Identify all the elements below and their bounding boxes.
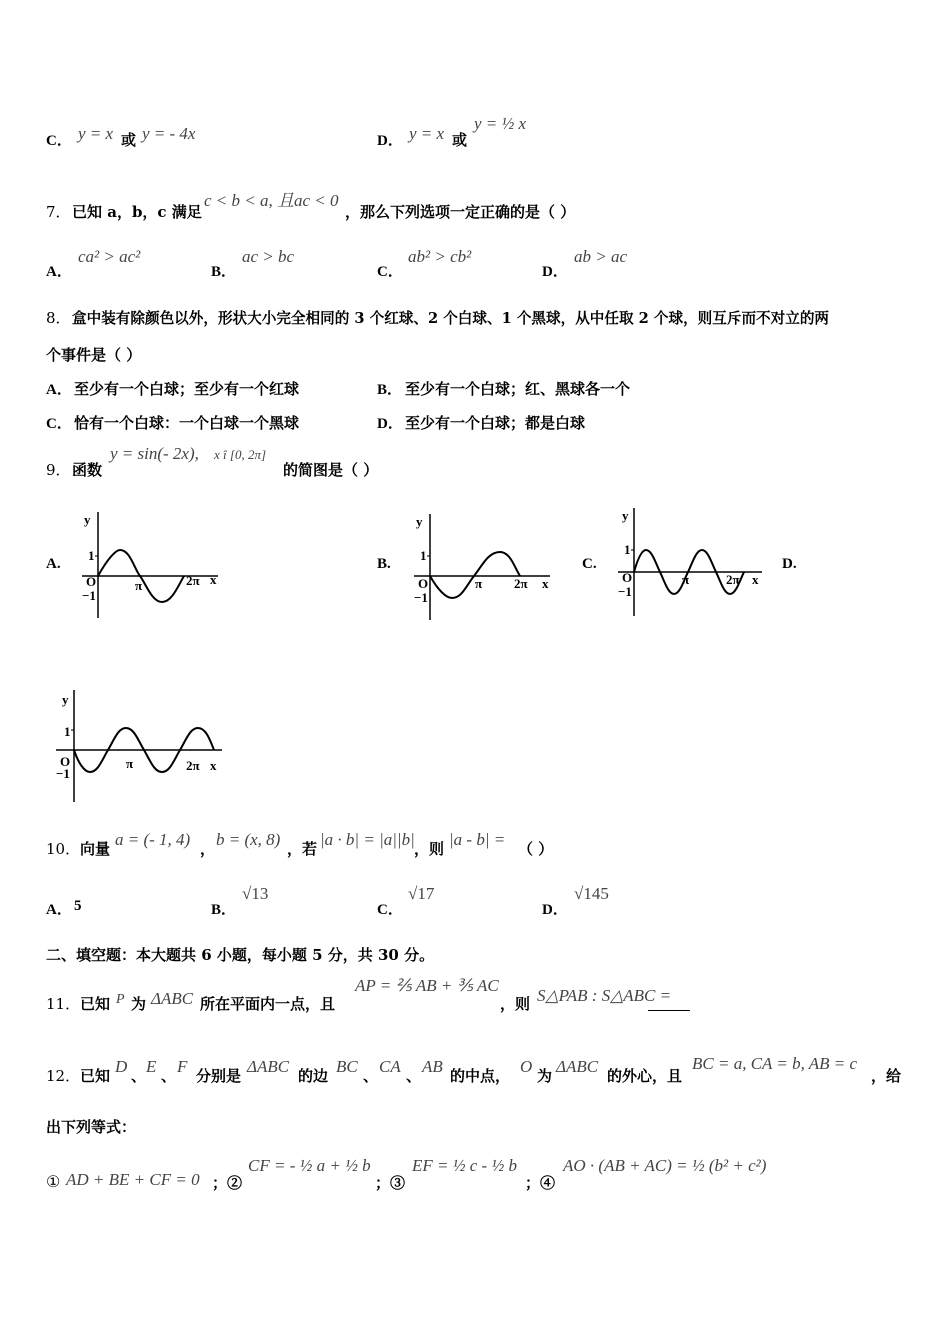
q11-equation: AP = ⅖ AB + ⅗ AC: [355, 976, 499, 995]
q11-stem-4: ，则: [500, 995, 531, 1013]
q12-stem-2: 分别是: [196, 1067, 242, 1085]
q8-option-c-label: C．: [46, 416, 72, 432]
q12-side-ca: CA: [379, 1057, 401, 1076]
q7-stem-post: ，那么下列选项一定正确的是（ ）: [345, 203, 576, 221]
label-neg-one: −1: [618, 584, 632, 599]
label-one: 1: [624, 542, 631, 557]
q12-eq2: CF = - ½ a + ½ b: [248, 1156, 371, 1175]
label-two-pi: 2π: [726, 572, 740, 587]
q12-triangle-2: ΔABC: [556, 1057, 599, 1076]
label-one: 1: [64, 724, 71, 739]
q10-number: 10．: [46, 840, 81, 858]
q6-option-d-or: 或: [452, 131, 468, 149]
label-one: 1: [88, 548, 95, 563]
q12-stem-4: 的中点，: [450, 1067, 511, 1085]
q12-sep-a: ；②: [212, 1174, 243, 1192]
q9-graph-d: [50, 686, 230, 810]
q11-point-p: P: [116, 992, 125, 1007]
label-x: x: [752, 572, 759, 587]
q7-option-a-math: ca² > ac²: [78, 247, 141, 266]
label-x: x: [542, 576, 549, 591]
label-origin: O: [86, 574, 97, 589]
q6-option-d-label: D．: [377, 133, 403, 149]
q12-sep-4: 、: [406, 1067, 422, 1085]
q10-option-d-label: D．: [542, 902, 568, 918]
q7-number: 7．: [46, 203, 71, 221]
q7-condition: c < b < a, 且ac < 0: [204, 191, 339, 210]
q6-option-c-math-2: y = - 4x: [142, 124, 196, 143]
q12-point-f: F: [177, 1057, 188, 1076]
q9-number: 9．: [46, 461, 71, 479]
q12-triangle-1: ΔABC: [247, 1057, 290, 1076]
q6-option-c-label: C．: [46, 133, 72, 149]
q9-graph-c: [612, 504, 772, 623]
q12-point-e: E: [146, 1057, 157, 1076]
q12-sep-1: 、: [131, 1067, 147, 1085]
q11-stem-1: 已知: [80, 995, 111, 1013]
q10-comma: ，: [200, 840, 216, 858]
q12-sep-3: 、: [363, 1067, 379, 1085]
q12-stem-3: 的边: [298, 1067, 329, 1085]
q10-stem-4: （ ）: [518, 840, 554, 858]
q7-option-c-math: ab² > cb²: [408, 247, 472, 266]
q12-eq1-mark: ①: [46, 1172, 61, 1191]
label-two-pi: 2π: [514, 576, 528, 591]
q6-option-d-math-1: y = x: [409, 124, 445, 143]
label-pi: π: [126, 756, 134, 771]
label-pi: π: [135, 578, 143, 593]
q12-line-2: 出下列等式：: [46, 1118, 137, 1136]
q10-ask: |a - b| =: [449, 830, 506, 849]
q7-option-b-label: B．: [211, 264, 237, 280]
q12-point-o: O: [520, 1057, 533, 1076]
q12-side-bc: BC: [336, 1057, 358, 1076]
q9-domain: x î [0, 2π]: [214, 447, 267, 462]
q9-stem-post: 的简图是（ ）: [283, 461, 379, 479]
q9-function: y = sin(- 2x),: [110, 444, 199, 463]
q11-stem-2: 为: [131, 995, 147, 1013]
q7-option-d-math: ab > ac: [574, 247, 628, 266]
q7-option-c-label: C．: [377, 264, 403, 280]
q10-option-c-value: √17: [408, 884, 435, 903]
q12-eq3: EF = ½ c - ½ b: [412, 1156, 517, 1175]
q6-option-c-or: 或: [121, 131, 137, 149]
q10-condition: |a · b| = |a||b|: [320, 830, 415, 849]
q7-option-d-label: D．: [542, 264, 568, 280]
q8-option-c-text: 恰有一个白球：一个白球一个黑球: [74, 414, 300, 432]
q7-stem-pre: 已知 a，b，c 满足: [72, 203, 202, 221]
q10-stem-1: 向量: [80, 840, 111, 858]
label-x: x: [210, 758, 217, 773]
label-origin: O: [622, 570, 633, 585]
q10-vector-a: a = (- 1, 4): [115, 830, 191, 849]
q11-ratio: S△PAB : S△ABC =: [537, 986, 672, 1005]
q6-option-c-math-1: y = x: [78, 124, 114, 143]
label-pi: π: [682, 572, 690, 587]
q11-number: 11．: [46, 995, 81, 1013]
q12-sep-c: ；④: [525, 1174, 556, 1192]
label-x: x: [210, 572, 217, 587]
q10-vector-b: b = (x, 8): [216, 830, 281, 849]
q10-option-a-label: A．: [46, 902, 72, 918]
label-y: y: [416, 514, 423, 529]
q8-option-b-label: B．: [377, 382, 403, 398]
q7-option-b-math: ac > bc: [242, 247, 295, 266]
q10-stem-3: ，则: [414, 840, 445, 858]
q12-stem-1: 已知: [80, 1067, 111, 1085]
q12-sep-b: ；③: [375, 1174, 406, 1192]
q9-option-d-label: D.: [782, 556, 797, 572]
label-y: y: [62, 692, 69, 707]
label-one: 1: [420, 548, 427, 563]
q8-option-a-label: A．: [46, 382, 72, 398]
q10-option-a-value: 5: [74, 898, 82, 914]
label-two-pi: 2π: [186, 758, 200, 773]
q12-sep-2: 、: [161, 1067, 177, 1085]
q9-graph-a: [78, 508, 228, 624]
label-pi: π: [475, 576, 483, 591]
q10-option-d-value: √145: [574, 884, 609, 903]
q11-stem-3: 所在平面内一点，且: [200, 995, 336, 1013]
q10-option-c-label: C．: [377, 902, 403, 918]
label-neg-one: −1: [56, 766, 70, 781]
q8-stem-line2: 个事件是（ ）: [46, 346, 142, 364]
q10-stem-2: ，若: [287, 840, 318, 858]
q8-number: 8．: [46, 309, 71, 327]
q12-eq4: AO · (AB + AC) = ½ (b² + c²): [563, 1156, 767, 1175]
label-neg-one: −1: [414, 590, 428, 605]
q9-stem-pre: 函数: [72, 461, 103, 479]
label-y: y: [622, 508, 629, 523]
q9-option-a-label: A.: [46, 556, 61, 572]
label-neg-one: −1: [82, 588, 96, 603]
q8-option-d-label: D．: [377, 416, 403, 432]
section-2-heading: 二、填空题：本大题共 6 小题，每小题 5 分，共 30 分。: [46, 946, 435, 964]
q8-option-a-text: 至少有一个白球；至少有一个红球: [74, 380, 300, 398]
label-origin: O: [418, 576, 429, 591]
label-two-pi: 2π: [186, 573, 200, 588]
q8-stem-line1: 盒中装有除颜色以外，形状大小完全相同的 3 个红球、2 个白球、1 个黑球，从中任取 2 个球，则互斥而不对立的两: [72, 310, 830, 327]
label-origin: O: [60, 754, 71, 769]
q8-option-b-text: 至少有一个白球；红、黑球各一个: [405, 380, 631, 398]
sine-curve: [430, 552, 520, 598]
q12-eq1: AD + BE + CF = 0: [66, 1170, 200, 1189]
q9-option-b-label: B.: [377, 556, 391, 572]
q9-graph-b: [410, 510, 560, 626]
q12-stem-6: 的外心，且: [607, 1067, 683, 1085]
q10-option-b-label: B．: [211, 902, 237, 918]
q12-sides: BC = a, CA = b, AB = c: [692, 1054, 858, 1073]
q7-option-a-label: A．: [46, 264, 72, 280]
q12-number: 12．: [46, 1067, 81, 1085]
label-y: y: [84, 512, 91, 527]
q12-point-d: D: [115, 1057, 128, 1076]
q12-stem-5: 为: [537, 1067, 553, 1085]
q11-answer-blank[interactable]: [648, 996, 690, 1015]
q8-option-d-text: 至少有一个白球；都是白球: [405, 414, 586, 432]
q9-option-c-label: C.: [582, 556, 597, 572]
q12-stem-7: ，给: [871, 1067, 902, 1085]
q10-option-b-value: √13: [242, 884, 269, 903]
q12-side-ab: AB: [422, 1057, 443, 1076]
q6-option-d-math-2: y = ½ x: [474, 114, 527, 133]
q11-triangle: ΔABC: [151, 989, 194, 1008]
